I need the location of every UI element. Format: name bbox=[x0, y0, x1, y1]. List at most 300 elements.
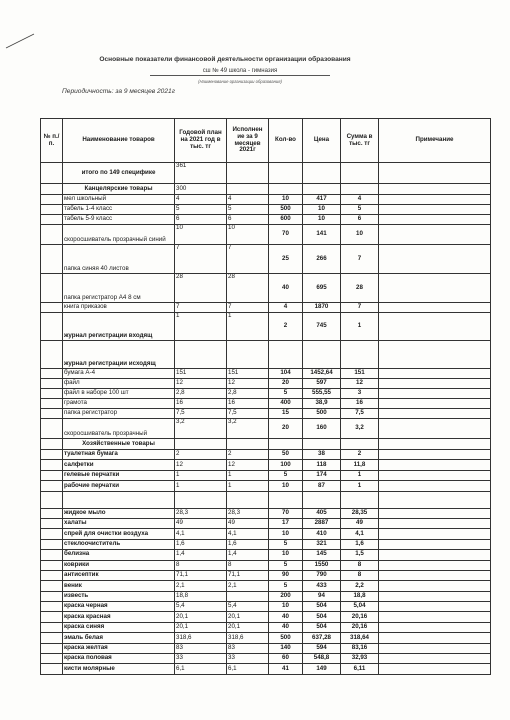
row-note-cell bbox=[379, 570, 491, 580]
row-sum-cell: 28 bbox=[341, 274, 379, 303]
row-num-cell bbox=[41, 379, 63, 389]
row-sum-cell: 18,8 bbox=[341, 591, 379, 601]
row-name-cell: итого по 149 специфике bbox=[63, 163, 175, 184]
row-qty-cell: 500 bbox=[269, 633, 303, 643]
row-exec-cell: 3,2 bbox=[227, 419, 269, 439]
row-note-cell bbox=[379, 450, 491, 460]
table-row bbox=[41, 633, 491, 643]
organization-name: сш № 49 школа - гимназия bbox=[150, 68, 330, 76]
row-num-cell bbox=[41, 518, 63, 528]
row-num-cell bbox=[41, 622, 63, 632]
row-price-cell: 141 bbox=[303, 225, 341, 245]
row-num-cell bbox=[41, 664, 63, 674]
row-price-cell: 2887 bbox=[303, 518, 341, 528]
row-num-cell bbox=[41, 184, 63, 195]
row-price-cell: 745 bbox=[303, 313, 341, 341]
col-exec-header: Исполнен ие за 9 месяцев 2021г bbox=[227, 119, 269, 163]
row-qty-cell bbox=[269, 491, 303, 508]
row-plan-cell: 1 bbox=[175, 313, 227, 341]
row-num-cell bbox=[41, 550, 63, 560]
row-sum-cell: 83,16 bbox=[341, 643, 379, 653]
row-qty-cell: 100 bbox=[269, 460, 303, 470]
row-name-cell: файл в наборе 100 шт bbox=[63, 389, 175, 399]
table-row bbox=[41, 664, 491, 674]
table-row bbox=[41, 560, 491, 570]
table-row bbox=[41, 313, 491, 341]
row-plan-cell: 7 bbox=[175, 245, 227, 274]
row-exec-cell: 1,6 bbox=[227, 539, 269, 549]
table-row bbox=[41, 419, 491, 439]
row-exec-cell: 20,1 bbox=[227, 622, 269, 632]
row-note-cell bbox=[379, 529, 491, 539]
row-note-cell bbox=[379, 419, 491, 439]
row-note-cell bbox=[379, 195, 491, 205]
row-price-cell: 38,9 bbox=[303, 399, 341, 409]
row-name-cell: мел школьный bbox=[63, 195, 175, 205]
row-note-cell bbox=[379, 481, 491, 491]
row-plan-cell bbox=[175, 341, 227, 369]
table-row bbox=[41, 205, 491, 215]
row-num-cell bbox=[41, 409, 63, 419]
row-plan-cell: 4,1 bbox=[175, 529, 227, 539]
row-plan-cell: 28 bbox=[175, 274, 227, 303]
row-name-cell: рабочие перчатки bbox=[63, 481, 175, 491]
table-row bbox=[41, 591, 491, 601]
row-sum-cell: 4 bbox=[341, 195, 379, 205]
row-sum-cell: 1 bbox=[341, 481, 379, 491]
row-sum-cell bbox=[341, 163, 379, 184]
row-sum-cell: 7,5 bbox=[341, 409, 379, 419]
row-qty-cell: 50 bbox=[269, 450, 303, 460]
row-plan-cell: 1 bbox=[175, 470, 227, 480]
row-price-cell: 597 bbox=[303, 379, 341, 389]
table-row bbox=[41, 439, 491, 450]
row-name-cell: папка синяя 40 листов bbox=[63, 245, 175, 274]
row-note-cell bbox=[379, 581, 491, 591]
table-row bbox=[41, 518, 491, 528]
row-sum-cell: 2 bbox=[341, 450, 379, 460]
row-num-cell bbox=[41, 591, 63, 601]
row-exec-cell: 16 bbox=[227, 399, 269, 409]
row-note-cell bbox=[379, 602, 491, 612]
row-sum-cell: 28,35 bbox=[341, 508, 379, 518]
row-price-cell: 10 bbox=[303, 205, 341, 215]
row-name-cell: туалетная бумага bbox=[63, 450, 175, 460]
row-name-cell: краска черная bbox=[63, 602, 175, 612]
row-sum-cell: 8 bbox=[341, 560, 379, 570]
table-row bbox=[41, 184, 491, 195]
row-qty-cell: 60 bbox=[269, 654, 303, 664]
row-qty-cell: 200 bbox=[269, 591, 303, 601]
row-sum-cell: 16 bbox=[341, 399, 379, 409]
row-qty-cell: 2 bbox=[269, 313, 303, 341]
row-note-cell bbox=[379, 245, 491, 274]
row-plan-cell: 6 bbox=[175, 215, 227, 225]
row-qty-cell: 10 bbox=[269, 602, 303, 612]
row-exec-cell: 28 bbox=[227, 274, 269, 303]
row-sum-cell: 6 bbox=[341, 215, 379, 225]
row-qty-cell: 5 bbox=[269, 581, 303, 591]
col-name-header: Наименование товаров bbox=[63, 119, 175, 163]
row-plan-cell: 4 bbox=[175, 195, 227, 205]
row-num-cell bbox=[41, 163, 63, 184]
row-exec-cell bbox=[227, 184, 269, 195]
row-price-cell: 555,55 bbox=[303, 389, 341, 399]
row-plan-cell: 7,5 bbox=[175, 409, 227, 419]
row-name-cell: белизна bbox=[63, 550, 175, 560]
row-sum-cell: 7 bbox=[341, 303, 379, 313]
row-num-cell bbox=[41, 399, 63, 409]
row-plan-cell: 2,8 bbox=[175, 389, 227, 399]
row-num-cell bbox=[41, 508, 63, 518]
row-plan-cell: 318,6 bbox=[175, 633, 227, 643]
row-price-cell bbox=[303, 184, 341, 195]
col-sum-header: Сумма в тыс. тг bbox=[341, 119, 379, 163]
row-plan-cell: 2,1 bbox=[175, 581, 227, 591]
row-price-cell: 1452,64 bbox=[303, 369, 341, 379]
row-note-cell bbox=[379, 508, 491, 518]
row-sum-cell: 3 bbox=[341, 389, 379, 399]
table-row bbox=[41, 303, 491, 313]
row-plan-cell: 1,6 bbox=[175, 539, 227, 549]
row-plan-cell: 1 bbox=[175, 481, 227, 491]
row-name-cell: краска половая bbox=[63, 654, 175, 664]
row-price-cell: 87 bbox=[303, 481, 341, 491]
table-row bbox=[41, 409, 491, 419]
table-row bbox=[41, 570, 491, 580]
row-sum-cell: 151 bbox=[341, 369, 379, 379]
row-note-cell bbox=[379, 303, 491, 313]
row-price-cell: 637,28 bbox=[303, 633, 341, 643]
row-exec-cell bbox=[227, 491, 269, 508]
row-qty-cell: 10 bbox=[269, 529, 303, 539]
row-exec-cell: 49 bbox=[227, 518, 269, 528]
row-price-cell: 94 bbox=[303, 591, 341, 601]
row-sum-cell: 1 bbox=[341, 470, 379, 480]
row-note-cell bbox=[379, 184, 491, 195]
row-qty-cell: 500 bbox=[269, 205, 303, 215]
row-plan-cell: 8 bbox=[175, 560, 227, 570]
row-num-cell bbox=[41, 195, 63, 205]
report-table bbox=[40, 118, 491, 675]
row-note-cell bbox=[379, 643, 491, 653]
row-num-cell bbox=[41, 389, 63, 399]
row-qty-cell bbox=[269, 163, 303, 184]
row-num-cell bbox=[41, 450, 63, 460]
row-plan-cell: 6,1 bbox=[175, 664, 227, 674]
row-exec-cell: 4 bbox=[227, 195, 269, 205]
table-row bbox=[41, 163, 491, 184]
row-price-cell: 321 bbox=[303, 539, 341, 549]
row-sum-cell: 3,2 bbox=[341, 419, 379, 439]
row-note-cell bbox=[379, 612, 491, 622]
row-num-cell bbox=[41, 481, 63, 491]
row-sum-cell: 20,16 bbox=[341, 622, 379, 632]
row-sum-cell: 4,1 bbox=[341, 529, 379, 539]
row-plan-cell: 33 bbox=[175, 654, 227, 664]
row-name-cell bbox=[63, 491, 175, 508]
row-qty-cell: 40 bbox=[269, 274, 303, 303]
row-num-cell bbox=[41, 313, 63, 341]
row-note-cell bbox=[379, 550, 491, 560]
row-plan-cell: 20,1 bbox=[175, 612, 227, 622]
row-qty-cell: 400 bbox=[269, 399, 303, 409]
row-qty-cell: 600 bbox=[269, 215, 303, 225]
row-num-cell bbox=[41, 602, 63, 612]
row-plan-cell: 83 bbox=[175, 643, 227, 653]
row-sum-cell: 6,11 bbox=[341, 664, 379, 674]
row-price-cell: 160 bbox=[303, 419, 341, 439]
row-name-cell: спрей для очистки воздуха bbox=[63, 529, 175, 539]
table-row bbox=[41, 389, 491, 399]
row-note-cell bbox=[379, 518, 491, 528]
row-exec-cell: 2,8 bbox=[227, 389, 269, 399]
row-plan-cell: 2 bbox=[175, 450, 227, 460]
row-num-cell bbox=[41, 215, 63, 225]
row-note-cell bbox=[379, 664, 491, 674]
row-qty-cell: 10 bbox=[269, 481, 303, 491]
row-qty-cell bbox=[269, 439, 303, 450]
row-name-cell: табель 1-4 класс bbox=[63, 205, 175, 215]
row-qty-cell: 41 bbox=[269, 664, 303, 674]
row-sum-cell: 5,04 bbox=[341, 602, 379, 612]
row-price-cell bbox=[303, 163, 341, 184]
row-name-cell: гелевые перчатки bbox=[63, 470, 175, 480]
row-plan-cell: 18,8 bbox=[175, 591, 227, 601]
table-row bbox=[41, 195, 491, 205]
row-note-cell bbox=[379, 225, 491, 245]
row-num-cell bbox=[41, 303, 63, 313]
row-num-cell bbox=[41, 539, 63, 549]
row-num-cell bbox=[41, 245, 63, 274]
row-note-cell bbox=[379, 539, 491, 549]
row-exec-cell: 151 bbox=[227, 369, 269, 379]
col-num-header: № п./п. bbox=[41, 119, 63, 163]
row-name-cell: Хозяйственные товары bbox=[63, 439, 175, 450]
row-sum-cell: 2,2 bbox=[341, 581, 379, 591]
row-qty-cell: 5 bbox=[269, 389, 303, 399]
table-row bbox=[41, 369, 491, 379]
row-sum-cell: 12 bbox=[341, 379, 379, 389]
row-num-cell bbox=[41, 570, 63, 580]
row-qty-cell: 5 bbox=[269, 539, 303, 549]
row-note-cell bbox=[379, 379, 491, 389]
row-num-cell bbox=[41, 460, 63, 470]
row-num-cell bbox=[41, 643, 63, 653]
table-row bbox=[41, 643, 491, 653]
row-name-cell: файл bbox=[63, 379, 175, 389]
row-note-cell bbox=[379, 439, 491, 450]
row-num-cell bbox=[41, 470, 63, 480]
table-row bbox=[41, 225, 491, 245]
row-price-cell: 790 bbox=[303, 570, 341, 580]
row-note-cell bbox=[379, 215, 491, 225]
table-row bbox=[41, 399, 491, 409]
row-num-cell bbox=[41, 560, 63, 570]
row-note-cell bbox=[379, 389, 491, 399]
table-row bbox=[41, 341, 491, 369]
row-exec-cell: 1 bbox=[227, 470, 269, 480]
row-exec-cell: 2 bbox=[227, 450, 269, 460]
row-note-cell bbox=[379, 369, 491, 379]
row-note-cell bbox=[379, 341, 491, 369]
row-num-cell bbox=[41, 274, 63, 303]
row-plan-cell bbox=[175, 439, 227, 450]
row-exec-cell: 1,4 bbox=[227, 550, 269, 560]
row-sum-cell: 49 bbox=[341, 518, 379, 528]
row-num-cell bbox=[41, 419, 63, 439]
row-plan-cell: 71,1 bbox=[175, 570, 227, 580]
row-sum-cell: 8 bbox=[341, 570, 379, 580]
table-row bbox=[41, 215, 491, 225]
table-row bbox=[41, 612, 491, 622]
row-qty-cell: 140 bbox=[269, 643, 303, 653]
row-name-cell: краска синяя bbox=[63, 622, 175, 632]
col-note-header: Примечание bbox=[379, 119, 491, 163]
row-qty-cell: 10 bbox=[269, 550, 303, 560]
row-qty-cell: 5 bbox=[269, 470, 303, 480]
row-qty-cell: 90 bbox=[269, 570, 303, 580]
row-price-cell: 1870 bbox=[303, 303, 341, 313]
row-plan-cell: 3,2 bbox=[175, 419, 227, 439]
row-qty-cell: 17 bbox=[269, 518, 303, 528]
row-plan-cell: 20,1 bbox=[175, 622, 227, 632]
row-num-cell bbox=[41, 529, 63, 539]
row-exec-cell: 4,1 bbox=[227, 529, 269, 539]
row-plan-cell: 12 bbox=[175, 460, 227, 470]
row-exec-cell: 8 bbox=[227, 560, 269, 570]
row-name-cell: краска красная bbox=[63, 612, 175, 622]
row-exec-cell: 10 bbox=[227, 225, 269, 245]
row-qty-cell: 70 bbox=[269, 225, 303, 245]
row-plan-cell: 12 bbox=[175, 379, 227, 389]
row-sum-cell: 11,8 bbox=[341, 460, 379, 470]
table-row bbox=[41, 245, 491, 274]
row-exec-cell: 7 bbox=[227, 245, 269, 274]
row-sum-cell: 1,5 bbox=[341, 550, 379, 560]
row-exec-cell: 1 bbox=[227, 481, 269, 491]
row-plan-cell: 49 bbox=[175, 518, 227, 528]
row-qty-cell: 20 bbox=[269, 419, 303, 439]
row-exec-cell: 6 bbox=[227, 215, 269, 225]
row-name-cell: журнал регистрации входящ bbox=[63, 313, 175, 341]
report-body bbox=[41, 163, 491, 675]
row-exec-cell: 12 bbox=[227, 460, 269, 470]
row-price-cell: 410 bbox=[303, 529, 341, 539]
row-note-cell bbox=[379, 633, 491, 643]
row-name-cell: бумага А-4 bbox=[63, 369, 175, 379]
row-note-cell bbox=[379, 205, 491, 215]
report-title: Основные показатели финансовой деятельности организации образования bbox=[99, 56, 351, 63]
row-sum-cell bbox=[341, 184, 379, 195]
row-name-cell: стеклоочиститель bbox=[63, 539, 175, 549]
row-qty-cell: 40 bbox=[269, 612, 303, 622]
row-sum-cell bbox=[341, 439, 379, 450]
row-price-cell: 695 bbox=[303, 274, 341, 303]
row-sum-cell: 20,16 bbox=[341, 612, 379, 622]
table-row bbox=[41, 622, 491, 632]
table-row bbox=[41, 539, 491, 549]
row-plan-cell: 361 bbox=[175, 163, 227, 184]
row-sum-cell: 7 bbox=[341, 245, 379, 274]
row-price-cell: 548,8 bbox=[303, 654, 341, 664]
row-price-cell: 10 bbox=[303, 215, 341, 225]
table-row bbox=[41, 481, 491, 491]
row-price-cell: 504 bbox=[303, 622, 341, 632]
row-note-cell bbox=[379, 591, 491, 601]
row-exec-cell: 6,1 bbox=[227, 664, 269, 674]
row-plan-cell: 10 bbox=[175, 225, 227, 245]
row-sum-cell: 1 bbox=[341, 313, 379, 341]
table-row bbox=[41, 450, 491, 460]
row-num-cell bbox=[41, 581, 63, 591]
row-plan-cell: 300 bbox=[175, 184, 227, 195]
row-exec-cell: 20,1 bbox=[227, 612, 269, 622]
table-row bbox=[41, 581, 491, 591]
table-row bbox=[41, 491, 491, 508]
col-plan-header: Годовой план на 2021 год в тыс. тг bbox=[175, 119, 227, 163]
row-plan-cell: 151 bbox=[175, 369, 227, 379]
row-sum-cell bbox=[341, 341, 379, 369]
row-sum-cell: 32,93 bbox=[341, 654, 379, 664]
row-num-cell bbox=[41, 369, 63, 379]
col-price-header: Цена bbox=[303, 119, 341, 163]
row-exec-cell bbox=[227, 439, 269, 450]
row-num-cell bbox=[41, 654, 63, 664]
row-exec-cell: 7 bbox=[227, 303, 269, 313]
row-plan-cell: 28,3 bbox=[175, 508, 227, 518]
row-num-cell bbox=[41, 612, 63, 622]
row-price-cell bbox=[303, 439, 341, 450]
row-note-cell bbox=[379, 313, 491, 341]
row-name-cell: эмаль белая bbox=[63, 633, 175, 643]
row-sum-cell: 10 bbox=[341, 225, 379, 245]
row-exec-cell: 5 bbox=[227, 205, 269, 215]
row-price-cell: 433 bbox=[303, 581, 341, 591]
row-exec-cell: 5,4 bbox=[227, 602, 269, 612]
row-exec-cell bbox=[227, 591, 269, 601]
table-row bbox=[41, 550, 491, 560]
table-row bbox=[41, 529, 491, 539]
row-name-cell: грамота bbox=[63, 399, 175, 409]
row-note-cell bbox=[379, 399, 491, 409]
table-row bbox=[41, 654, 491, 664]
row-exec-cell: 1 bbox=[227, 313, 269, 341]
row-name-cell: жидкое мыло bbox=[63, 508, 175, 518]
row-qty-cell: 15 bbox=[269, 409, 303, 419]
row-name-cell: скоросшиватель прозрачный синий bbox=[63, 225, 175, 245]
table-row bbox=[41, 470, 491, 480]
row-name-cell: известь bbox=[63, 591, 175, 601]
row-exec-cell bbox=[227, 341, 269, 369]
row-qty-cell: 25 bbox=[269, 245, 303, 274]
table-row bbox=[41, 379, 491, 389]
pen-scribble bbox=[4, 30, 40, 52]
table-row bbox=[41, 274, 491, 303]
row-name-cell: салфетки bbox=[63, 460, 175, 470]
row-name-cell: коврики bbox=[63, 560, 175, 570]
row-exec-cell: 2,1 bbox=[227, 581, 269, 591]
row-price-cell: 118 bbox=[303, 460, 341, 470]
row-price-cell: 149 bbox=[303, 664, 341, 674]
row-exec-cell: 7,5 bbox=[227, 409, 269, 419]
row-plan-cell: 5,4 bbox=[175, 602, 227, 612]
row-exec-cell: 33 bbox=[227, 654, 269, 664]
row-sum-cell bbox=[341, 491, 379, 508]
row-price-cell bbox=[303, 491, 341, 508]
row-sum-cell: 318,64 bbox=[341, 633, 379, 643]
row-num-cell bbox=[41, 225, 63, 245]
